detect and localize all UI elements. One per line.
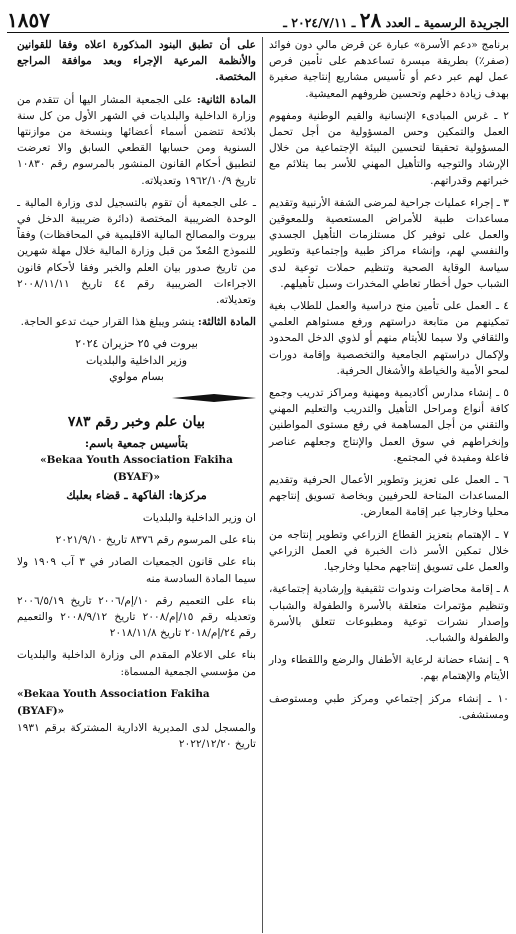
- minister-line: ان وزير الداخلية والبلديات: [142, 511, 256, 524]
- sign-place-date: بيروت في ٢٥ حزيران ٢٠٢٤: [75, 337, 198, 351]
- journal-heading: [283, 8, 509, 32]
- objective-10: ١٠ ـ إنشاء مركز إجتماعي ومركز طبي ومستوصف ومستشفى.: [269, 692, 509, 721]
- objective-9: ٩ ـ إنشاء حضانة لرعاية الأطفال والرضع واللقطاء ودار الأيتام والإهتمام بهم.: [269, 654, 509, 683]
- page-number: ١٨٥٧: [7, 8, 50, 32]
- page-header: [7, 6, 509, 33]
- association-name: «Bekaa Youth Association Fakiha (BYAF)»: [40, 453, 233, 483]
- article-3: [17, 314, 256, 330]
- left-column: [17, 37, 263, 933]
- notice-title: بيان علم وخبر رقم ٧٨٣: [67, 413, 206, 430]
- registration-reference: والمسجل لدى المديرية الادارية المشتركة برقم ١٩٣١ تاريخ ٢٠٢٢/١٢/٢٠: [17, 721, 256, 750]
- article-2-text: على الجمعية المشار اليها أن تتقدم من وزارة الداخلية والبلديات في الشهر الأول من كل سنة بلائحة تتضمن أسماء أعضائها وبنسخة من موازنتها السنوية ومن حسابها القطعي السابق والا تعرضت لتطبيق أحكام القانون المنشور بالمرسوم رقم ١٠٨٣٠ تاريخ ١٩٦٢/١٠/٩ وتعديلاته.: [17, 93, 256, 187]
- law-reference: بناء على قانون الجمعيات الصادر في ٣ آب ١٩٠٩ ولا سيما المادة السادسة منه: [17, 556, 257, 585]
- decree-reference: بناء على المرسوم رقم ٨٣٧٦ تاريخ ٢٠٢١/٩/١٠: [55, 534, 256, 547]
- article-2-label: المادة الثانية:: [196, 93, 257, 106]
- headquarters: مركزها: الفاكهة ـ قضاء بعلبك: [66, 487, 207, 502]
- journal-name: الجريدة الرسمية ـ العدد: [385, 15, 509, 30]
- program-paragraph: برنامج «دعم الأسرة» عبارة عن قرض مالي دون فوائد (صفر٪) بطريقة ميسرة تساعدهم على تأمين فرص عمل لهم عبر دعم أو تأسيس مشاريع إنتاجية صغيرة بهدف زيادة دخلهم وتحسين ظروفهم المعيشية.: [269, 39, 509, 100]
- objective-6: ٦ ـ العمل على تعزيز وتطوير الأعمال الحرفية وتقديم المساعدات المتاحة للحرفيين وبخاصة تسويق إنتاجهم محليا وخارجيا عبر إقامة المعارض.: [269, 474, 509, 519]
- notification-reference: بناء على الاعلام المقدم الى وزارة الداخلية والبلديات من مؤسسي الجمعية المسماة:: [17, 649, 256, 678]
- two-column-body: [7, 37, 509, 933]
- right-column: [263, 37, 509, 933]
- objective-7: ٧ ـ الإهتمام بتعزيز القطاع الزراعي وتطوير إنتاجه من خلال تمكين الأسر ذات الخبرة في العمل الزراعي والعمل على تسويق إنتاجهم محليا وخارجيا.: [269, 528, 509, 574]
- objective-3: ٣ ـ إجراء عمليات جراحية لمرضى الشفة الأرنبية وتقديم مساعدات طبية للأمراض المستعصية وللمعوقين والعمل على توفير كل مستلزمات التأهيل الجسدي والنفسي لهم، وإنشاء مراكز طبية وإجتماعية وتطوير سياسة الوقاية الصحية وتنظيم حملات توعية لدى الشباب حول أخطار تعاطي المخدرات وسبل تأهيلهم.: [269, 196, 509, 290]
- objective-8: ٨ ـ إقامة محاضرات وندوات تثقيفية وإرشادية إجتماعية، وتنظيم مؤتمرات متعلقة بالأسرة والطفولة والشباب وإصدار نشرات توعية ومطبوعات تتعلق بالأسرة والطفولة والشباب.: [269, 583, 509, 644]
- tax-registration-paragraph: ـ على الجمعية أن تقوم بالتسجيل لدى وزارة المالية ـ الوحدة الضريبية المختصة (دائرة ضريبية الدخل في بيروت والمصالح المالية الاقليمية في المحافظات) وفقاً للنموذج المُعدّ من قبل وزارة المالية خلال مهلة شهرين من تاريخ صدور بيان العلم والخبر وفقا لأحكام قانون الاجراءات الضريبية رقم ٤٤ تاريخ ٢٠٠٨/١١/١١ وتعديلاته.: [17, 196, 256, 307]
- signature-block: [17, 336, 256, 386]
- circular-reference: بناء على التعميم رقم ١٠/إم/٢٠٠٦ تاريخ ٢٠٠٦/٥/١٩ وتعديله رقم ١٥/إم/٢٠٠٨ تاريخ ٢٠٠٨/٩/١٢ والتعميم رقم ٢٤/إم/٢٠١٨ تاريخ ٢٠١٨/١١/٨: [17, 594, 256, 640]
- association-name-repeat: «Bekaa Youth Association Fakiha (BYAF)»: [17, 687, 210, 717]
- sign-name: بسام مولوي: [109, 370, 164, 384]
- article-2: [17, 92, 256, 189]
- objective-4: ٤ ـ العمل على تأمين منح دراسية والعمل للطلاب بغية تمكينهم من متابعة دراستهم ورفع مستواهم العلمي والثقافي ولا سيما للأيتام منهم أو لذوي الدخل المحدود ولإكمال دراستهم الجامعية والتخصصية وإقامة دورات لمحو الأمية والخياطة والأشغال الحرفية.: [269, 300, 509, 377]
- intro-paragraph: على أن تطبق البنود المذكورة اعلاه وفقا للقوانين والأنظمة المرعية الإجراء وبعد موافقة المراجع المختصة.: [17, 39, 256, 84]
- objective-2: ٢ ـ غرس المبادىء الإنسانية والقيم الوطنية ومفهوم العمل والتمكين وحس المسؤولية من أجل تحمل المسؤولية تحقيقا لتحسين البيئة الإجتماعية من خلال الإرشاد والتوجيه والتأهيل المهني للأسر بما يتلائم مع خبراتهم وقدراتهم.: [269, 109, 509, 187]
- objective-5: ٥ ـ إنشاء مدارس أكاديمية ومهنية ومراكز تدريب وجمع كافة أنواع ومراحل التأهيل والتدريب والتعليم المهني والتقني من أجل المساهمة في رفع مستوى المواطنين وإنخراطهم في سوق العمل والإنتاج وجعلهم عناصر فاعلة ومفيدة في المجتمع.: [269, 387, 509, 464]
- issue-date: ـ ٢٠٢٤/٧/١١ ـ: [283, 15, 356, 30]
- article-3-label: المادة الثالثة:: [197, 316, 256, 329]
- section-divider: [172, 394, 256, 402]
- notice-subtitle: بتأسيس جمعية باسم:: [84, 435, 189, 450]
- article-3-text: ينشر ويبلغ هذا القرار حيث تدعو الحاجة.: [20, 316, 195, 329]
- issue-number: ٢٨: [359, 8, 382, 32]
- sign-title: وزير الداخلية والبلديات: [86, 353, 187, 367]
